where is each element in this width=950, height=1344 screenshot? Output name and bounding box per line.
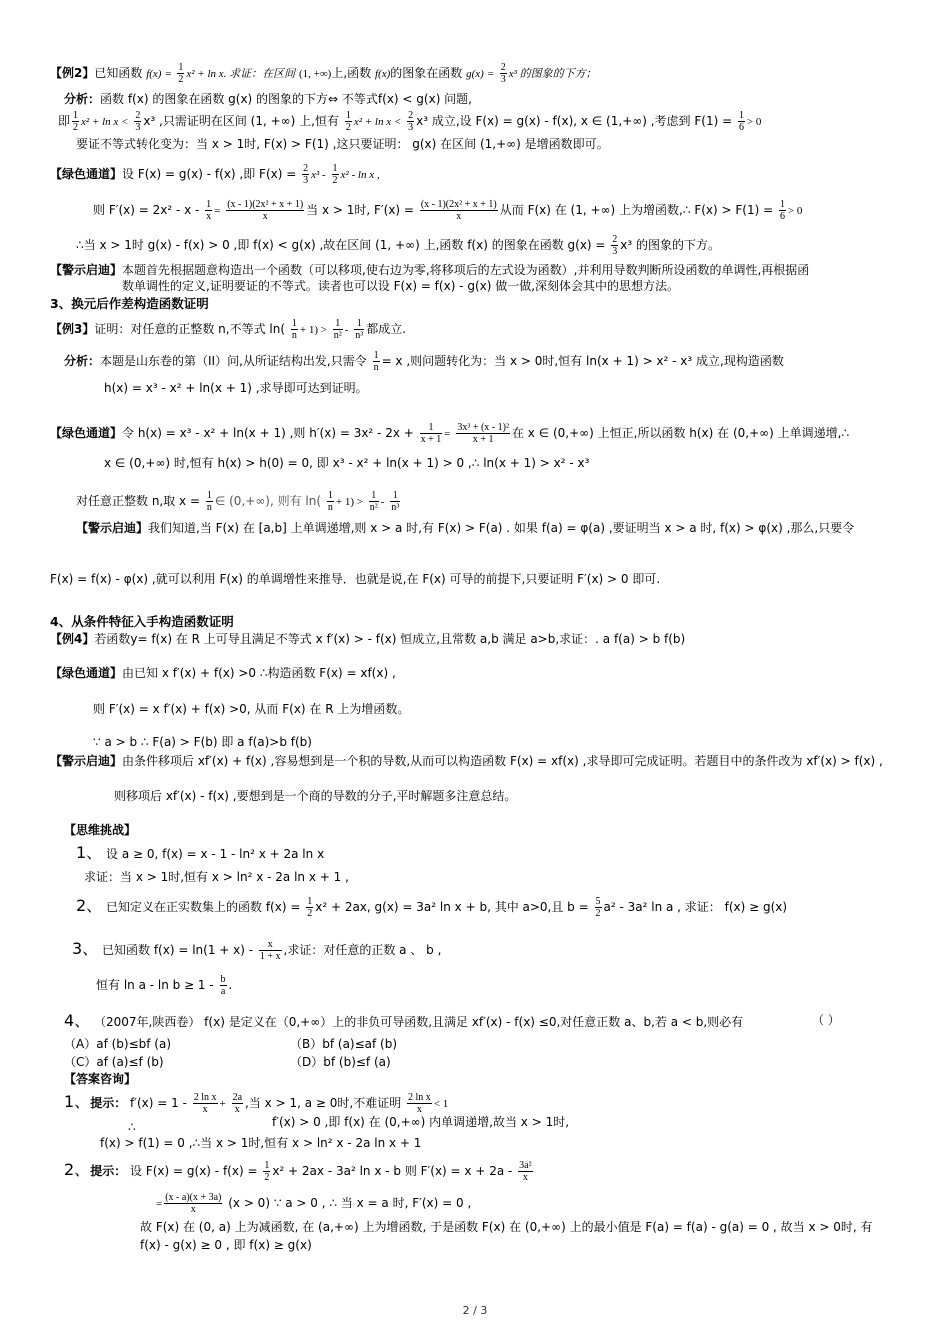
fraction: $\frac{2}{3}$ [500, 62, 506, 85]
green-channel-2 [93, 199, 802, 222]
green-channel-4-1 [50, 666, 396, 681]
analysis-label: 分析： [64, 354, 101, 368]
warning-label: 【警示启迪】 [76, 521, 149, 535]
text: f′(x) > 0 ,即 f(x) 在 (0,+∞) 内单调递增,故当 x > 1时, [272, 1115, 570, 1129]
fraction: $\frac{1}{n}$ [206, 490, 212, 513]
text: ∈ (0,+∞), 则有 ln( [214, 494, 322, 508]
answers-title: 【答案咨询】 [64, 1072, 137, 1086]
text: (x > 0) ∵ a > 0 , ∴ 当 x = a 时, F′(x) = 0 , [228, 1196, 472, 1210]
text: 即 [58, 114, 71, 128]
text: 在 x ∈ (0,+∞) 上恒正,所以函数 h(x) 在 (0,+∞) 上单调递增,∴ [511, 426, 850, 440]
text: 则移项后 xf′(x) - f(x) ,要想到是一个商的导数的分子,平时解题多注意总结。 [114, 789, 517, 803]
option-c: （C）af (a)≤f (b) [64, 1055, 164, 1069]
fraction: $\frac{1}{n}$ [327, 490, 333, 513]
text: 由条件移项后 xf′(x) + f(x) ,容易想到是一个积的导数,从而可以构造函数 F(x) = xf(x) ,求导即可完成证明。若题目中的条件改为 xf′(x) > f(x) , [122, 754, 883, 768]
example-label: 【例4】 [50, 632, 95, 646]
answer-1-d [100, 1136, 421, 1151]
text: x² + 2ax - 3a² ln x - b 则 F′(x) = x + 2a - [272, 1164, 513, 1178]
text: < 1 [433, 1098, 449, 1110]
text: x³ 成立,设 F(x) = g(x) - f(x), x ∈ (1,+∞) ,考虑到 F(1) = [416, 114, 733, 128]
text: 由已知 x f′(x) + f(x) >0 ∴构造函数 F(x) = xf(x) , [122, 666, 396, 680]
text: 已知定义在正实数集上的函数 f(x) = [106, 900, 301, 914]
fraction: $\frac{1}{x}$ [206, 199, 212, 222]
text: 本题首先根据题意构造出一个函数（可以移项,使右边为零,将移项后的左式设为函数）,并利用导数判断所设函数的单调性,再根据函 [122, 263, 810, 277]
option-d: （D）bf (b)≤f (a) [290, 1055, 391, 1069]
text: - [380, 496, 385, 508]
green-channel-label: 【绿色通道】 [50, 426, 123, 440]
fraction: $\frac{1}{\text{n²}}$ [333, 318, 342, 341]
text: 则 F′(x) = x f′(x) + f(x) >0, 从而 F(x) 在 R 上为增函数。 [93, 702, 410, 716]
text: ∴当 x > 1时 g(x) - f(x) > 0 ,即 f(x) < g(x) ,故在区间 (1, +∞) 上,函数 f(x) 的图象在函数 g(x) = [76, 238, 606, 252]
text: x³ - [311, 169, 326, 181]
challenge-4 [64, 1013, 743, 1030]
text: = [156, 1198, 163, 1210]
text: = x ,则问题转化为：当 x > 0时,恒有 ln(x + 1) > x² - x³ 成立,现构造函数 [381, 354, 784, 368]
challenge-1-b [84, 870, 349, 885]
problem-number: 3、 [72, 939, 99, 958]
text: 从而 F(x) 在 (1, +∞) 上为增函数,∴ F(x) > F(1) = [499, 203, 774, 217]
challenge-3-b [96, 974, 232, 997]
text: 设 F(x) = g(x) - f(x) = [130, 1164, 258, 1178]
fraction: $\frac{2}{3}$ [408, 110, 414, 133]
warning-3-1 [76, 521, 854, 536]
option-a: （A）af (b)≤bf (a) [64, 1037, 172, 1051]
hint-label: 提示： [90, 1164, 127, 1178]
text: （2007年,陕西卷） f(x) 是定义在（0,+∞）上的非负可导函数,且满足 xf′(x) - f(x) ≤0,对任意正数 a、b,若 a < b,则必有 [94, 1015, 744, 1029]
fraction: $\frac{\text{3x³ + (x - 1)²}}{x + 1}$ [457, 422, 509, 445]
text: 函数 f(x) 的图象在函数 g(x) 的图象的下方⇔ 不等式f(x) < g(x) 问题, [100, 92, 472, 106]
text: + 1) > [335, 496, 363, 508]
fraction: $\frac{1}{6}$ [779, 199, 785, 222]
math: g(x) [466, 68, 484, 80]
analysis-label: 分析： [64, 92, 101, 106]
text: F(x) = f(x) - φ(x) ,就可以利用 F(x) 的单调增性来推导．也就是说,在 F(x) 可导的前提下,只要证明 F′(x) > 0 即可. [50, 572, 661, 586]
page-number: 2 / 3 [462, 1304, 488, 1317]
green-channel-3-3 [76, 490, 402, 513]
fraction: $\frac{1}{6}$ [738, 110, 744, 133]
text: a² - 3a² ln a , 求证： f(x) ≥ g(x) [603, 900, 788, 914]
option-b: （B）bf (a)≤af (b) [290, 1037, 398, 1051]
answer-2-b [156, 1192, 471, 1215]
answer-2-d [140, 1238, 312, 1253]
problem-number: 4、 [64, 1011, 91, 1030]
green-channel-4-3 [93, 735, 312, 750]
green-channel-4-2 [93, 702, 409, 717]
text: 故 F(x) 在 (0, a) 上为减函数, 在 (a,+∞) 上为增函数, 于是函数 F(x) 在 (0,+∞) 上的最小值是 F(a) = f(a) - g(a) = 0 , 故当 x > 0时, 有 [140, 1220, 873, 1234]
problem-number: 1、 [76, 843, 103, 862]
fraction: $\frac{1}{2}$ [178, 62, 184, 85]
fraction: $\frac{5}{2}$ [595, 896, 601, 919]
text: 设 a ≥ 0, f(x) = x - 1 - ln² x + 2a ln x [106, 847, 325, 861]
text: x² + ln x. 求证：在区间 [186, 68, 296, 80]
example-3-statement [50, 318, 406, 341]
text: x³ 的图象的下方； [508, 68, 597, 80]
math: (1, +∞) [298, 68, 332, 80]
example-2-statement: 【例2】已知函数 f(x) = $\frac{1}{2}$ x² + ln x. 求证：在区间 (1, +∞)上,函数 f(x)的图象在函数 g(x) = $\frac{2}{3}$ x³ 的图象的下方； [50, 62, 597, 85]
answer-1 [64, 1092, 448, 1115]
text: 恒有 ln a - ln b ≥ 1 - [96, 978, 214, 992]
text: 数单调性的定义,证明要证的不等式。读者也可以设 F(x) = f(x) - g(x) 做一做,深刻体会其中的思想方法。 [122, 279, 680, 293]
fraction: $\frac{1}{2}$ [307, 896, 313, 919]
text: 要证不等式转化变为：当 x > 1时, F(x) > F(1) ,这只要证明： g(x) 在区间 (1,+∞) 是增函数即可。 [76, 137, 609, 151]
analysis-3-line-1 [64, 350, 784, 373]
green-channel-label: 【绿色通道】 [50, 167, 123, 181]
problem-number: 2、 [64, 1160, 91, 1179]
text: 已知函数 f(x) = ln(1 + x) - [102, 943, 254, 957]
text: ∵ a > b ∴ F(a) > F(b) 即 a f(a)>b f(b) [93, 735, 312, 749]
text: ,求证：对任意的正数 a 、 b , [283, 943, 442, 957]
fraction: $\frac{b}{a}$ [220, 974, 226, 997]
text: 我们知道,当 F(x) 在 [a,b] 上单调递增,则 x > a 时,有 F(x) > F(a) . 如果 f(a) = φ(a) ,要证明当 x > a 时, f(x) > φ(x) ,那么,只要令 [148, 521, 855, 535]
text: ∴ [128, 1120, 136, 1134]
text: 上,函数 [331, 66, 372, 80]
text: - [344, 324, 349, 336]
answer-2 [64, 1160, 535, 1183]
warning-4-1 [50, 754, 883, 769]
text: 当 x > 1时, F′(x) = [306, 203, 414, 217]
text: x³ 的图象的下方。 [620, 238, 721, 252]
example-label: 【例3】 [50, 322, 95, 336]
text: 都成立. [366, 322, 407, 336]
fraction: $\frac{\text{2 ln x}}{x}$ [193, 1092, 217, 1115]
text: 的图象在函数 [390, 66, 463, 80]
answer-blank: （ ） [812, 1013, 840, 1027]
fraction: $\frac{1}{\text{n³}}$ [391, 490, 400, 513]
green-channel-1 [50, 163, 380, 186]
warning-label: 【警示启迪】 [50, 263, 123, 277]
fraction: $\frac{2}{3}$ [612, 234, 618, 257]
math: f(x) [375, 68, 391, 80]
challenge-1 [76, 845, 324, 862]
warning-label: 【警示启迪】 [50, 754, 123, 768]
text: x² + 2ax, g(x) = 3a² ln x + b, 其中 a>0,且 b = [315, 900, 589, 914]
fraction: $\frac{1}{\text{n³}}$ [355, 318, 364, 341]
hint-label: 提示： [90, 1096, 127, 1110]
fraction: $\frac{1}{x + 1}$ [420, 422, 442, 445]
warning-3-2 [50, 572, 660, 587]
text: h(x) = x³ - x² + ln(x + 1) ,求导即可达到证明。 [104, 381, 368, 395]
analysis-line-3 [76, 137, 609, 152]
problem-number: 2、 [76, 896, 103, 915]
text: = [444, 428, 451, 440]
text: 令 h(x) = x³ - x² + ln(x + 1) ,则 h′(x) = 3x² - 2x + [122, 426, 414, 440]
fraction: $\frac{2}{3}$ [303, 163, 309, 186]
text: x² - ln x , [340, 169, 380, 181]
text: 若函数y= f(x) 在 R 上可导且满足不等式 x f′(x) > - f(x) 恒成立,且常数 a,b 满足 a>b,求证：. a f(a) > b f(b) [94, 632, 686, 646]
analysis-3-line-2 [104, 381, 368, 396]
fraction: $\frac{1}{n}$ [291, 318, 297, 341]
text: 则 F′(x) = 2x² - x - [93, 203, 200, 217]
answer-1-c [272, 1115, 569, 1130]
text: f(x) - g(x) ≥ 0 , 即 f(x) ≥ g(x) [140, 1238, 312, 1252]
green-channel-label: 【绿色通道】 [50, 666, 123, 680]
challenge-2 [76, 896, 787, 919]
fraction: $\frac{\text{2 ln x}}{x}$ [408, 1092, 431, 1115]
text: + [219, 1098, 226, 1110]
text: x³ ,只需证明在区间 (1, +∞) 上,恒有 [143, 114, 339, 128]
section-3-title: 3、换元后作差构造函数证明 [50, 296, 209, 311]
math: f(x) [146, 68, 162, 80]
fraction: $\frac{1}{2}$ [332, 163, 338, 186]
warning-4-2 [114, 789, 516, 804]
analysis-line-1 [64, 92, 472, 107]
fraction: $\frac{(x - a)(x + 3a)}{x}$ [165, 1192, 222, 1215]
text: f′(x) = 1 - [130, 1096, 187, 1110]
fraction: $\frac{\text{3a²}}{x}$ [519, 1160, 532, 1183]
fraction: $\frac{1}{2}$ [345, 110, 351, 133]
text: 已知函数 [94, 66, 143, 80]
challenge-3 [72, 939, 441, 962]
warning-1-cont [122, 279, 679, 294]
problem-number: 1、 [64, 1092, 91, 1111]
fraction: $\frac{\text{(x - 1)(2x² + x + 1)}}{x}$ [227, 199, 304, 222]
answer-2-c [140, 1220, 873, 1235]
text: 证明：对任意的正整数 n,不等式 ln( [94, 322, 286, 336]
section-4-title: 4、从条件特征入手构造函数证明 [50, 614, 234, 629]
fraction: $\frac{1}{2}$ [73, 110, 79, 133]
fraction: $\frac{2a}{x}$ [232, 1092, 243, 1115]
fraction: $\frac{\text{(x - 1)(2x² + x + 1)}}{x}$ [420, 199, 497, 222]
example-label: 【例2】 [50, 66, 95, 80]
green-channel-3 [76, 234, 720, 257]
example-4-statement [50, 632, 685, 647]
analysis-line-2 [58, 110, 761, 133]
fraction: $\frac{x}{1 + x}$ [259, 939, 281, 962]
text: > 0 [787, 205, 803, 217]
answer-1-b [128, 1120, 136, 1135]
text: f(x) > f(1) = 0 ,∴当 x > 1时,恒有 x > ln² x - 2a ln x + 1 [100, 1136, 422, 1150]
text: . [228, 978, 233, 992]
warning-1 [50, 263, 809, 278]
green-channel-3-2 [104, 456, 589, 471]
text: 求证：当 x > 1时,恒有 x > ln² x - 2a ln x + 1 , [84, 870, 349, 884]
text: 设 F(x) = g(x) - f(x) ,即 F(x) = [122, 167, 297, 181]
text: > 0 [746, 116, 762, 128]
fraction: $\frac{2}{3}$ [135, 110, 141, 133]
green-channel-3-1 [50, 422, 849, 445]
text: ,当 x > 1, a ≥ 0时,不难证明 [245, 1096, 402, 1110]
challenge-title: 【思维挑战】 [64, 823, 137, 837]
text: 对任意正整数 n,取 x = [76, 494, 201, 508]
text: x ∈ (0,+∞) 时,恒有 h(x) > h(0) = 0, 即 x³ - x² + ln(x + 1) > 0 ,∴ ln(x + 1) > x² - x³ [104, 456, 590, 470]
fraction: $\frac{1}{\text{n²}}$ [369, 490, 378, 513]
text: = [214, 205, 221, 217]
text: 本题是山东卷的第（II）问,从所证结构出发,只需令 [100, 354, 367, 368]
text: x² + ln x < [81, 116, 129, 128]
text: + 1) > [299, 324, 327, 336]
fraction: $\frac{1}{2}$ [264, 1160, 270, 1183]
text: x² + ln x < [353, 116, 402, 128]
fraction: $\frac{1}{n}$ [373, 350, 379, 373]
